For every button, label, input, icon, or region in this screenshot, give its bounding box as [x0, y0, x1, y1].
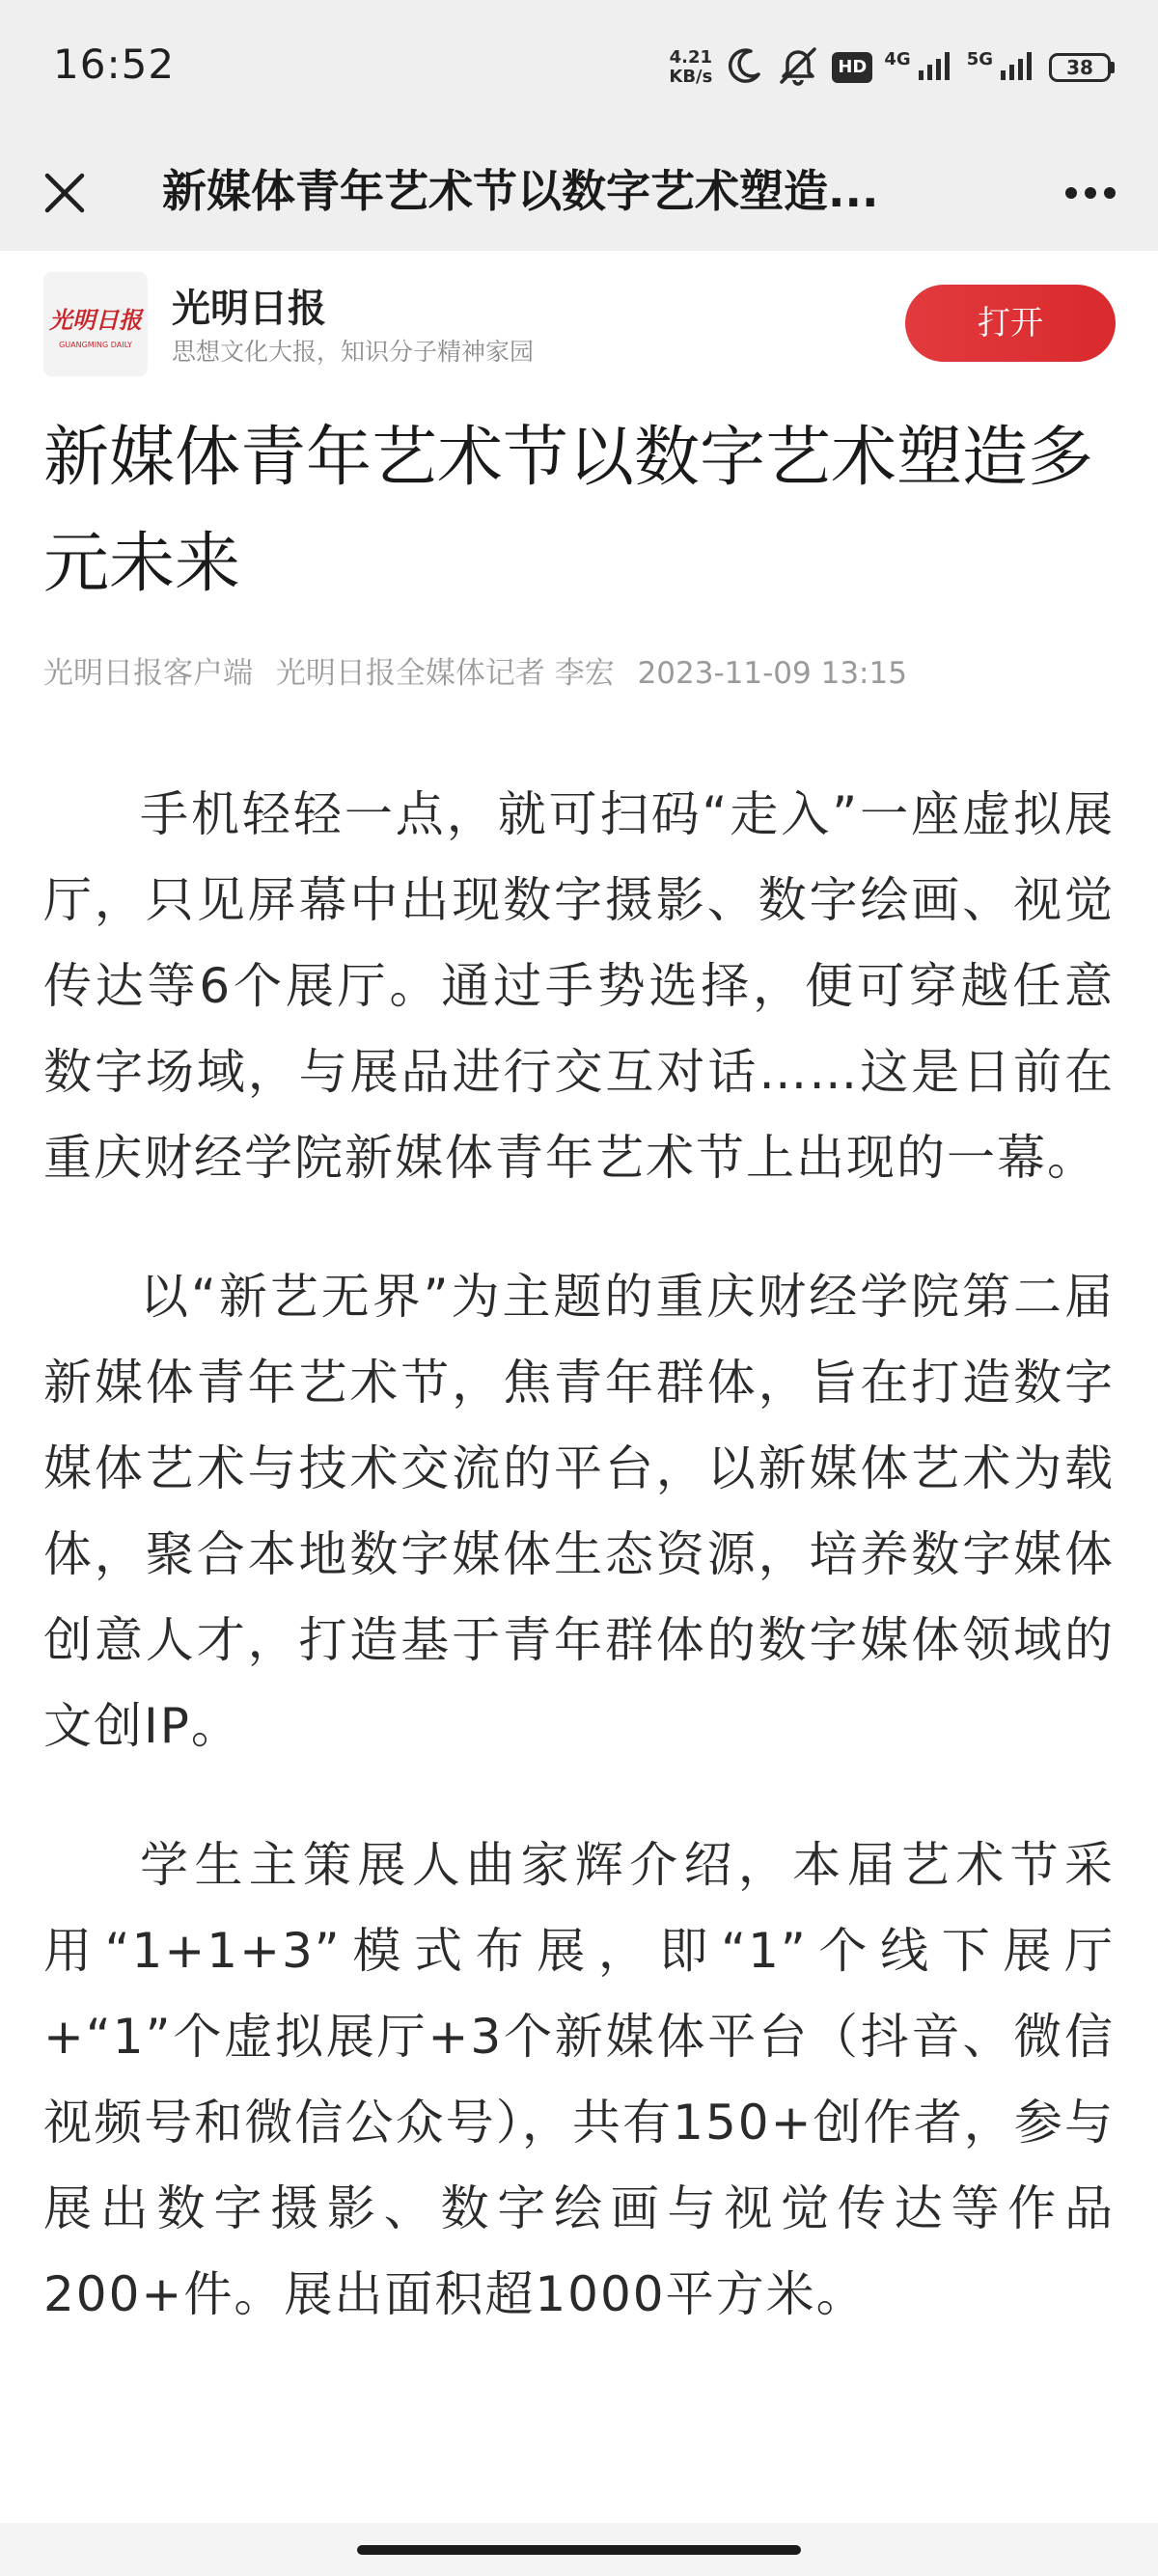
- logo-subtext: GUANGMING DAILY: [59, 341, 132, 349]
- article-paragraph: 学生主策展人曲家辉介绍，本届艺术节采用“1+1+3”模式布展，即“1”个线下展厅+“1”个虚拟展厅+3个新媒体平台（抖音、微信视频号和微信公众号），共有150+创作者，参与展出数字摄影、数字绘画与视觉传达等作品200+件。展出面积超1000平方米。: [43, 1837, 1115, 2322]
- signal-label-5g: 5G: [966, 48, 993, 69]
- net-speed-unit: KB/s: [669, 67, 713, 87]
- more-icon: [1052, 212, 1129, 231]
- logo-text: 光明日报: [49, 306, 142, 334]
- status-time: 16:52: [53, 41, 176, 88]
- page-title: 新媒体青年艺术节以数字艺术塑造...: [162, 165, 879, 217]
- bell-muted-icon: [776, 43, 820, 92]
- more-options-button[interactable]: [1052, 159, 1129, 227]
- battery-tip: [1111, 62, 1115, 73]
- net-speed-value: 4.21: [669, 47, 713, 68]
- home-indicator[interactable]: [357, 2545, 801, 2555]
- moon-icon: [724, 45, 764, 90]
- battery-icon: [1049, 53, 1115, 82]
- close-icon: [31, 212, 98, 231]
- open-app-button[interactable]: 打开: [905, 285, 1116, 362]
- article-author: 光明日报全媒体记者 李宏: [275, 656, 615, 691]
- article-paragraph: 手机轻轻一点，就可扫码“走入”一座虚拟展厅，只见屏幕中出现数字摄影、数字绘画、视觉传达等6个展厅。通过手势选择，便可穿越任意数字场域，与展品进行交互对话……这是日前在重庆财经学院新媒体青年艺术节上出现的一幕。: [43, 786, 1115, 1186]
- article-date: 2023-11-09 13:15: [637, 656, 907, 691]
- status-bar: [0, 0, 1158, 135]
- article-paragraph: 以“新艺无界”为主题的重庆财经学院第二届新媒体青年艺术节，焦青年群体，旨在打造数字媒体艺术与技术交流的平台，以新媒体艺术为载体，聚合本地数字媒体生态资源，培养数字媒体创意人才，打造基于青年群体的数字媒体领域的文创IP。: [43, 1269, 1115, 1754]
- article-title: 新媒体青年艺术节以数字艺术塑造多元未来: [43, 420, 1094, 602]
- signal-icon: [999, 49, 1037, 86]
- publisher-slogan: 思想文化大报，知识分子精神家园: [172, 338, 535, 366]
- status-icons: [669, 39, 1115, 96]
- publisher-name: 光明日报: [172, 286, 326, 331]
- article-body: [43, 772, 1115, 2391]
- article-source: 光明日报客户端: [43, 656, 253, 691]
- article-byline: [43, 648, 1115, 692]
- signal-label-4g: 4G: [884, 48, 911, 69]
- nav-header: [0, 135, 1158, 251]
- close-button[interactable]: [31, 159, 98, 227]
- publisher-banner: [0, 251, 1158, 381]
- net-speed-indicator: [669, 48, 712, 87]
- battery-level: 38: [1049, 53, 1111, 82]
- publisher-logo: [43, 272, 148, 376]
- signal-icon: [917, 49, 955, 86]
- hd-badge: HD: [832, 52, 872, 83]
